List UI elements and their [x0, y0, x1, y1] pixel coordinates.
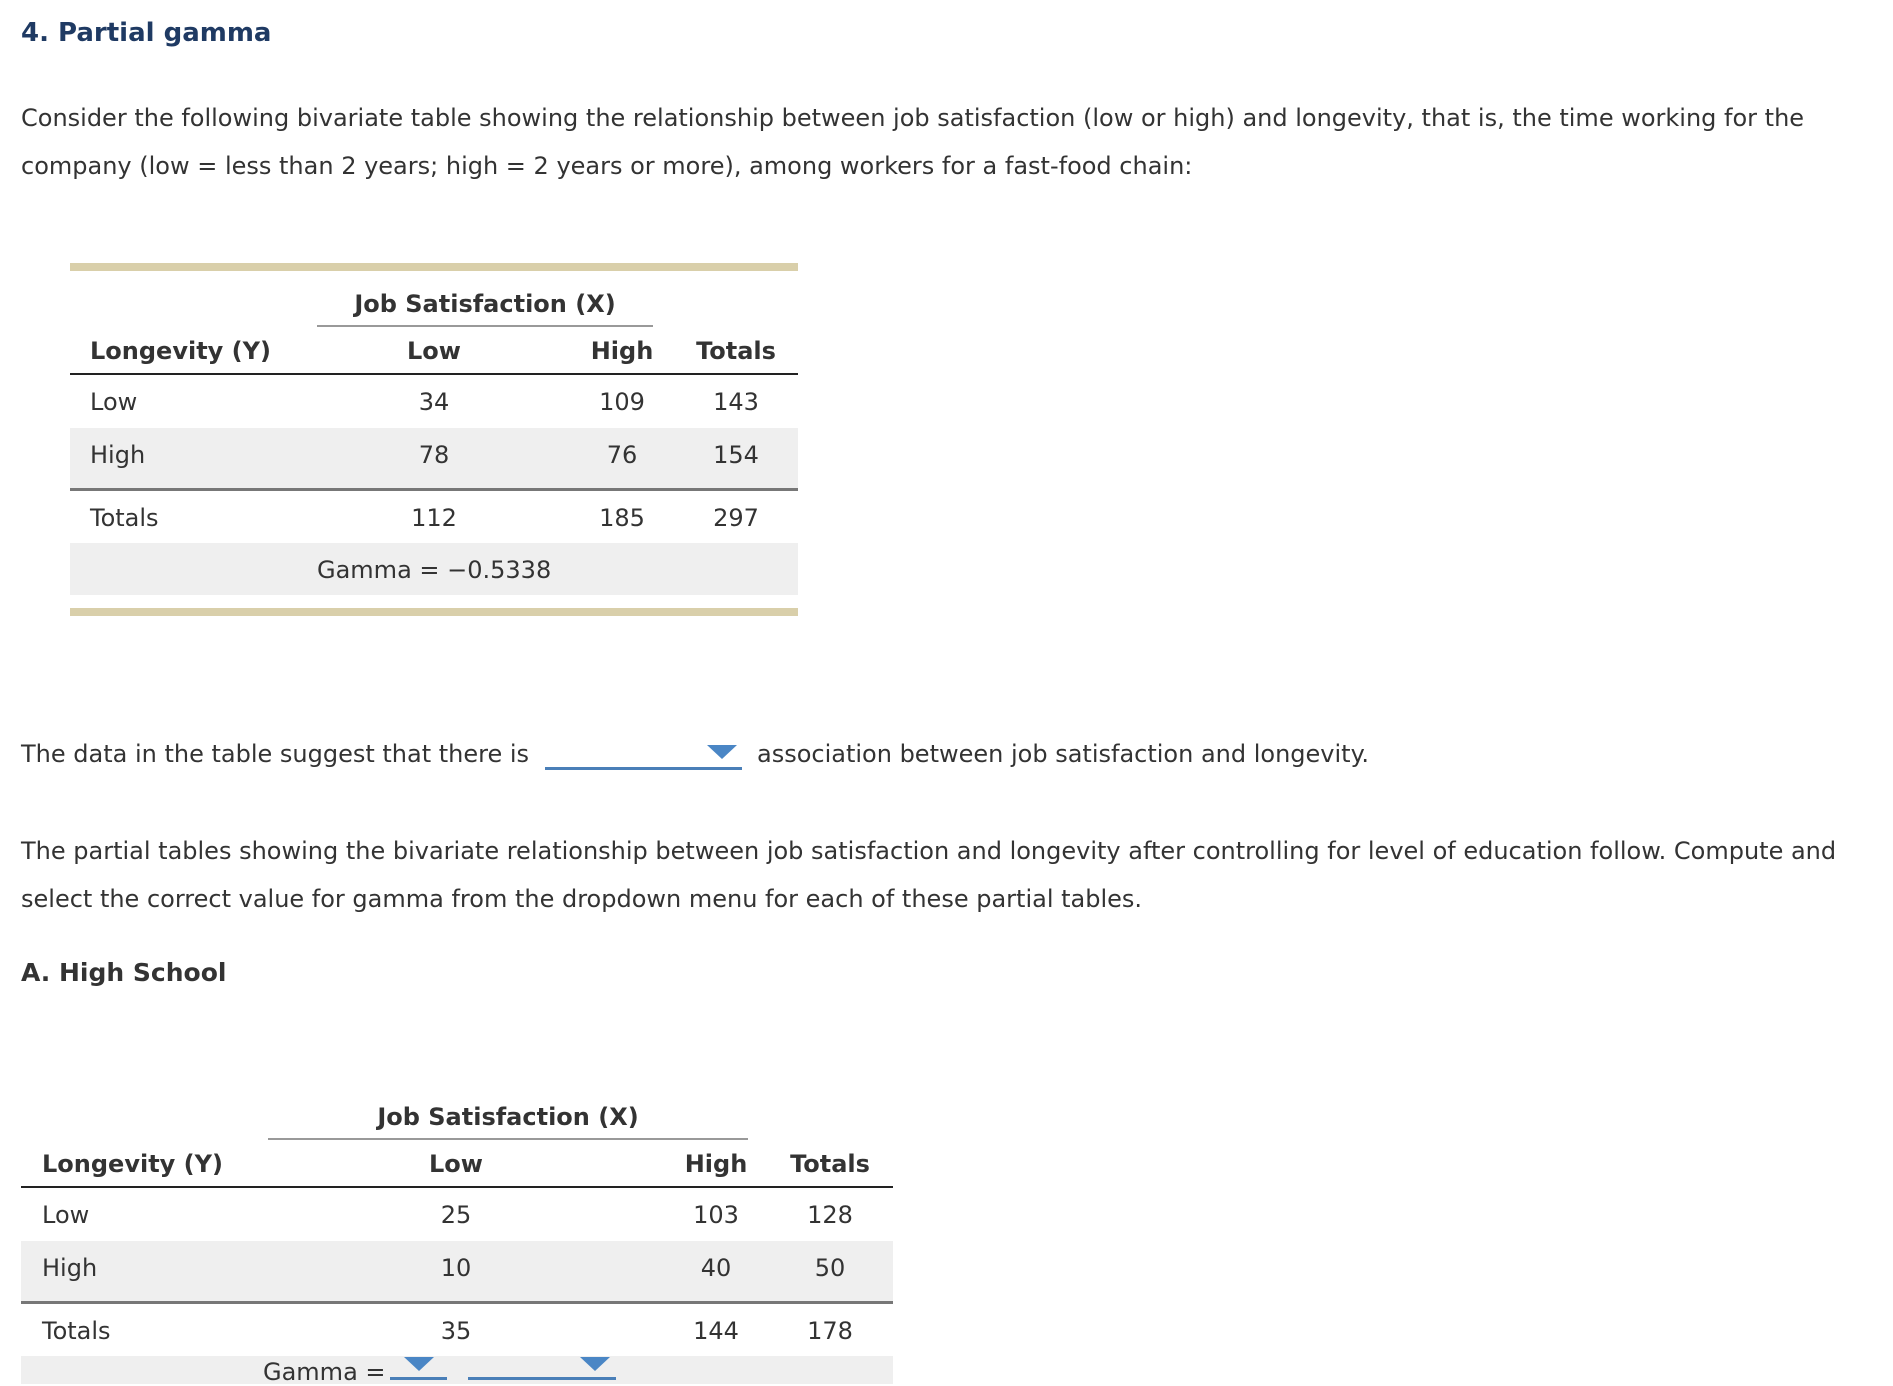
col-header-high: High [590, 337, 654, 365]
col-header-totals: Totals [790, 1150, 870, 1178]
col-header-low: Low [407, 337, 461, 365]
totals-rule [70, 488, 798, 491]
row-label: Low [42, 1201, 90, 1229]
gamma-value: Gamma = −0.5338 [317, 556, 552, 584]
cell-low: 78 [418, 441, 450, 469]
totals-label: Totals [90, 504, 159, 532]
row-header: Longevity (Y) [42, 1150, 223, 1178]
section-a-title: A. High School [21, 958, 227, 987]
cell-total: 128 [807, 1201, 853, 1229]
intro-text: Consider the following bivariate table showing the relationship between job satisfaction (low or high) and longevity, that is, the time working for the company (low = less than 2 years; high = 2 years or more), among workers for a fast-food chain: [21, 104, 1805, 180]
cell-low: 10 [440, 1254, 472, 1282]
chevron-down-icon [404, 1357, 434, 1371]
total-high: 185 [599, 504, 645, 532]
totals-rule [21, 1301, 893, 1304]
gamma-shading [21, 1356, 893, 1384]
total-total: 297 [713, 504, 759, 532]
col-group-underline [317, 325, 653, 327]
question-title: 4. Partial gamma [21, 18, 272, 48]
chevron-down-icon [707, 745, 737, 759]
table-bottom-bar [70, 608, 798, 616]
total-low: 35 [440, 1317, 472, 1345]
header-rule [21, 1186, 893, 1188]
cell-high: 103 [693, 1201, 739, 1229]
association-prefix: The data in the table suggest that there is [21, 740, 530, 768]
cell-low: 25 [440, 1201, 472, 1229]
totals-label: Totals [42, 1317, 111, 1345]
cell-total: 154 [713, 441, 759, 469]
total-total: 178 [807, 1317, 853, 1345]
cell-low: 34 [418, 388, 450, 416]
col-header-high: High [684, 1150, 748, 1178]
row-label: High [90, 441, 146, 469]
row-header: Longevity (Y) [90, 337, 271, 365]
association-suffix: association between job satisfaction and longevity. [757, 740, 1369, 768]
col-header-low: Low [429, 1150, 483, 1178]
gamma-sign-dropdown[interactable] [390, 1353, 447, 1380]
cell-total: 50 [814, 1254, 846, 1282]
row-label: Low [90, 388, 138, 416]
cell-high: 109 [599, 388, 645, 416]
col-group-header: Job Satisfaction (X) [354, 290, 616, 318]
col-header-totals: Totals [696, 337, 776, 365]
table-top-bar [70, 263, 798, 271]
partial-intro-text: The partial tables showing the bivariate relationship between job satisfaction and longevity after controlling for level of education follow. Compute and select the correct value for gamma from the dropdown menu for each of these partial tables. [21, 837, 1837, 913]
cell-high: 76 [606, 441, 638, 469]
row-label: High [42, 1254, 98, 1282]
cell-total: 143 [713, 388, 759, 416]
association-dropdown[interactable] [545, 737, 742, 770]
total-high: 144 [693, 1317, 739, 1345]
header-rule [70, 373, 798, 375]
gamma-label: Gamma = [263, 1358, 386, 1386]
cell-high: 40 [700, 1254, 732, 1282]
col-group-header: Job Satisfaction (X) [377, 1103, 639, 1131]
col-group-underline [268, 1138, 748, 1140]
chevron-down-icon [580, 1357, 610, 1371]
total-low: 112 [411, 504, 457, 532]
gamma-value-dropdown[interactable] [468, 1353, 616, 1380]
